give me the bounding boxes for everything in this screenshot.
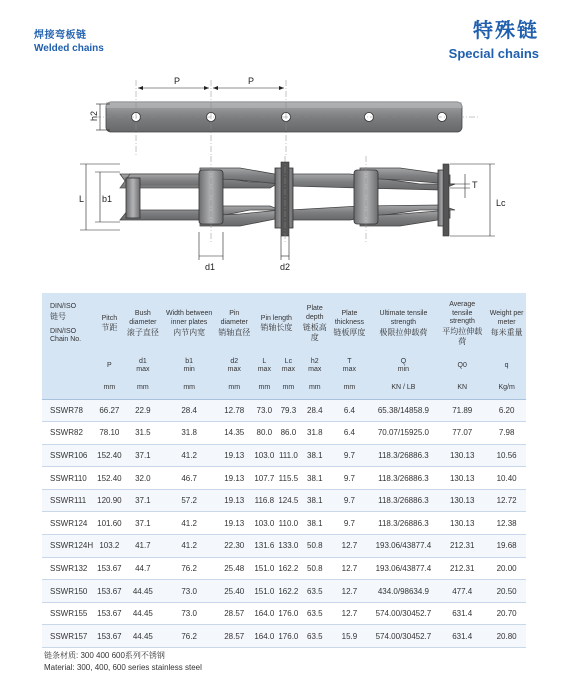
table-cell: 631.4 — [437, 602, 487, 625]
table-cell: 212.31 — [437, 535, 487, 558]
table-cell: 7.98 — [487, 422, 526, 445]
table-cell: 118.3/26886.3 — [370, 489, 438, 512]
table-cell: 28.4 — [162, 399, 216, 422]
table-cell: 63.5 — [300, 602, 329, 625]
chain-number-cell: SSWR82 — [42, 422, 95, 445]
unit-cell: mm — [95, 377, 123, 399]
table-cell: 78.10 — [95, 422, 123, 445]
table-cell: 31.8 — [162, 422, 216, 445]
inner-width-label: b1 — [102, 194, 113, 204]
category-title — [449, 14, 539, 61]
chain-number-cell: SSWR110 — [42, 467, 95, 490]
symbol-cell-empty — [42, 355, 95, 377]
symbol-cell: P — [95, 355, 123, 377]
unit-cell: mm — [252, 377, 276, 399]
table-cell: 22.9 — [124, 399, 163, 422]
table-cell: 6.4 — [329, 422, 369, 445]
table-cell: 38.1 — [300, 489, 329, 512]
table-cell: 193.06/43877.4 — [370, 557, 438, 580]
section-title-left — [34, 26, 104, 54]
table-cell: 164.0 — [252, 625, 276, 648]
unit-cell: mm — [300, 377, 329, 399]
table-cell: 20.70 — [487, 602, 526, 625]
symbol-cell: Q0 — [437, 355, 487, 377]
pin-diameter-label: d2 — [280, 262, 291, 272]
category-title-cn: 特殊链 — [473, 18, 539, 42]
unit-cell: KN / LB — [370, 377, 438, 399]
table-cell: 153.67 — [95, 580, 123, 603]
table-cell: 164.0 — [252, 602, 276, 625]
table-cell: 130.13 — [437, 489, 487, 512]
chain-number-cell: SSWR150 — [42, 580, 95, 603]
table-cell: 37.1 — [124, 489, 163, 512]
table-cell: 28.4 — [300, 399, 329, 422]
table-cell: 176.0 — [276, 625, 300, 648]
table-cell: 116.8 — [252, 489, 276, 512]
col-header-plate-depth: Plate depth 链板高度 — [300, 293, 329, 355]
table-cell: 193.06/43877.4 — [370, 535, 438, 558]
table-row — [42, 535, 526, 558]
col-header-weight: Weight per meter 每米重量 — [487, 293, 526, 355]
unit-cell: mm — [276, 377, 300, 399]
table-cell: 12.72 — [487, 489, 526, 512]
pitch-label: P — [248, 76, 255, 86]
table-cell: 176.0 — [276, 602, 300, 625]
table-cell: 162.2 — [276, 580, 300, 603]
table-cell: 118.3/26886.3 — [370, 444, 438, 467]
unit-cell: mm — [124, 377, 163, 399]
col-header-plate-thickness: Plate thickness 链板厚度 — [329, 293, 369, 355]
table-cell: 153.67 — [95, 602, 123, 625]
table-cell: 6.4 — [329, 399, 369, 422]
table-cell: 73.0 — [162, 580, 216, 603]
symbol-cell: L max — [252, 355, 276, 377]
chain-diagram — [0, 60, 585, 285]
table-cell: 80.0 — [252, 422, 276, 445]
table-cell: 25.40 — [216, 580, 252, 603]
table-cell: 477.4 — [437, 580, 487, 603]
table-cell: 153.67 — [95, 557, 123, 580]
unit-cell: KN — [437, 377, 487, 399]
table-cell: 41.2 — [162, 512, 216, 535]
unit-cell-empty — [42, 377, 95, 399]
table-row — [42, 557, 526, 580]
side-view — [79, 156, 506, 272]
chain-number-cell: SSWR124H — [42, 535, 95, 558]
table-row — [42, 602, 526, 625]
table-cell: 20.00 — [487, 557, 526, 580]
table-cell: 153.67 — [95, 625, 123, 648]
table-cell: 212.31 — [437, 557, 487, 580]
col-header-inner-width: Width between inner plates 内节内宽 — [162, 293, 216, 355]
symbol-cell: b1 min — [162, 355, 216, 377]
table-cell: 41.2 — [162, 444, 216, 467]
table-cell: 38.1 — [300, 467, 329, 490]
chain-number-cell: SSWR155 — [42, 602, 95, 625]
table-cell: 66.27 — [95, 399, 123, 422]
symbol-cell: q — [487, 355, 526, 377]
table-cell: 46.7 — [162, 467, 216, 490]
table-row — [42, 489, 526, 512]
table-cell: 6.20 — [487, 399, 526, 422]
symbol-cell: T max — [329, 355, 369, 377]
plate-depth-label: h2 — [89, 110, 99, 121]
symbol-row — [42, 355, 526, 377]
table-cell: 65.38/14858.9 — [370, 399, 438, 422]
table-cell: 110.0 — [276, 512, 300, 535]
table-cell: 118.3/26886.3 — [370, 467, 438, 490]
table-cell: 15.9 — [329, 625, 369, 648]
unit-cell: mm — [329, 377, 369, 399]
bush-diameter-label: d1 — [205, 262, 216, 272]
unit-cell: mm — [162, 377, 216, 399]
category-title-en: Special chains — [448, 46, 539, 61]
symbol-cell: Q min — [370, 355, 438, 377]
table-cell: 12.7 — [329, 602, 369, 625]
table-cell: 20.50 — [487, 580, 526, 603]
table-cell: 107.7 — [252, 467, 276, 490]
table-row — [42, 467, 526, 490]
table-row — [42, 625, 526, 648]
table-cell: 44.45 — [124, 602, 163, 625]
chain-number-cell: SSWR132 — [42, 557, 95, 580]
table-cell: 63.5 — [300, 625, 329, 648]
table-cell: 25.48 — [216, 557, 252, 580]
symbol-cell: d1 max — [124, 355, 163, 377]
table-cell: 57.2 — [162, 489, 216, 512]
table-cell: 71.89 — [437, 399, 487, 422]
table-cell: 19.13 — [216, 444, 252, 467]
table-cell: 41.7 — [124, 535, 163, 558]
table-cell: 44.45 — [124, 625, 163, 648]
top-view — [89, 76, 480, 155]
unit-row — [42, 377, 526, 399]
table-cell: 70.07/15925.0 — [370, 422, 438, 445]
table-cell: 115.5 — [276, 467, 300, 490]
material-note-en: Material: 300, 400, 600 series stainless steel — [44, 663, 202, 672]
table-cell: 118.3/26886.3 — [370, 512, 438, 535]
table-cell: 38.1 — [300, 444, 329, 467]
table-cell: 130.13 — [437, 512, 487, 535]
table-cell: 73.0 — [252, 399, 276, 422]
table-cell: 31.8 — [300, 422, 329, 445]
table-cell: 152.40 — [95, 444, 123, 467]
table-cell: 37.1 — [124, 444, 163, 467]
table-cell: 19.13 — [216, 467, 252, 490]
material-note-cn: 链条材质: 300 400 600系列不锈钢 — [44, 651, 165, 660]
table-cell: 79.3 — [276, 399, 300, 422]
table-cell: 32.0 — [124, 467, 163, 490]
header-row — [42, 293, 526, 355]
col-header-chain-no: DIN/ISO 链号 DIN/ISO Chain No. — [42, 293, 95, 355]
pin-length-label: L — [79, 194, 85, 204]
table-cell: 50.8 — [300, 557, 329, 580]
table-cell: 77.07 — [437, 422, 487, 445]
pin-length-center-label: Lc — [496, 198, 506, 208]
table-cell: 103.2 — [95, 535, 123, 558]
table-cell: 19.13 — [216, 489, 252, 512]
table-cell: 434.0/98634.9 — [370, 580, 438, 603]
table-cell: 120.90 — [95, 489, 123, 512]
table-cell: 9.7 — [329, 489, 369, 512]
chain-number-cell: SSWR106 — [42, 444, 95, 467]
table-cell: 44.7 — [124, 557, 163, 580]
plate-thickness-label: T — [472, 180, 478, 190]
table-cell: 31.5 — [124, 422, 163, 445]
table-cell: 631.4 — [437, 625, 487, 648]
col-header-pitch: Pitch 节距 — [95, 293, 123, 355]
table-cell: 41.2 — [162, 535, 216, 558]
table-cell: 130.13 — [437, 467, 487, 490]
table-row — [42, 512, 526, 535]
table-cell: 162.2 — [276, 557, 300, 580]
col-header-bush-diameter: Bush diameter 滚子直径 — [124, 293, 163, 355]
table-cell: 10.56 — [487, 444, 526, 467]
chain-number-cell: SSWR78 — [42, 399, 95, 422]
table-cell: 12.38 — [487, 512, 526, 535]
chain-number-cell: SSWR124 — [42, 512, 95, 535]
unit-cell: mm — [216, 377, 252, 399]
table-cell: 130.13 — [437, 444, 487, 467]
table-row — [42, 580, 526, 603]
table-cell: 111.0 — [276, 444, 300, 467]
table-cell: 63.5 — [300, 580, 329, 603]
table-row — [42, 444, 526, 467]
table-cell: 50.8 — [300, 535, 329, 558]
table-cell: 574.00/30452.7 — [370, 602, 438, 625]
symbol-cell: d2 max — [216, 355, 252, 377]
table-cell: 20.80 — [487, 625, 526, 648]
pitch-label: P — [174, 76, 181, 86]
unit-cell: Kg/m — [487, 377, 526, 399]
col-header-average-strength: Average tensile strength 平均拉伸载荷 — [437, 293, 487, 355]
table-cell: 101.60 — [95, 512, 123, 535]
chain-number-cell: SSWR157 — [42, 625, 95, 648]
table-cell: 152.40 — [95, 467, 123, 490]
section-title-cn: 焊接弯板链 — [34, 30, 87, 41]
table-cell: 76.2 — [162, 625, 216, 648]
table-cell: 86.0 — [276, 422, 300, 445]
table-cell: 37.1 — [124, 512, 163, 535]
table-cell: 9.7 — [329, 444, 369, 467]
symbol-cell: Lc max — [276, 355, 300, 377]
table-row — [42, 399, 526, 422]
table-cell: 12.7 — [329, 580, 369, 603]
table-cell: 38.1 — [300, 512, 329, 535]
table-cell: 73.0 — [162, 602, 216, 625]
table-cell: 9.7 — [329, 467, 369, 490]
table-cell: 124.5 — [276, 489, 300, 512]
table-cell: 574.00/30452.7 — [370, 625, 438, 648]
table-cell: 19.13 — [216, 512, 252, 535]
table-cell: 131.6 — [252, 535, 276, 558]
table-cell: 103.0 — [252, 512, 276, 535]
col-header-ultimate-strength: Ultimate tensile strength 极限拉伸载荷 — [370, 293, 438, 355]
table-cell: 14.35 — [216, 422, 252, 445]
table-cell: 9.7 — [329, 512, 369, 535]
col-header-pin-length: Pin length 销轴长度 — [252, 293, 300, 355]
table-cell: 151.0 — [252, 557, 276, 580]
chain-number-cell: SSWR111 — [42, 489, 95, 512]
table-cell: 28.57 — [216, 602, 252, 625]
table-cell: 12.7 — [329, 557, 369, 580]
table-cell: 133.0 — [276, 535, 300, 558]
table-cell: 22.30 — [216, 535, 252, 558]
table-cell: 19.68 — [487, 535, 526, 558]
table-cell: 76.2 — [162, 557, 216, 580]
table-cell: 103.0 — [252, 444, 276, 467]
table-cell: 12.7 — [329, 535, 369, 558]
col-header-pin-diameter: Pin diameter 销轴直径 — [216, 293, 252, 355]
section-title-en: Welded chains — [34, 43, 104, 54]
spec-table — [42, 293, 526, 648]
table-row — [42, 422, 526, 445]
symbol-cell: h2 max — [300, 355, 329, 377]
table-cell: 151.0 — [252, 580, 276, 603]
table-cell: 44.45 — [124, 580, 163, 603]
table-cell: 12.78 — [216, 399, 252, 422]
table-cell: 10.40 — [487, 467, 526, 490]
table-cell: 28.57 — [216, 625, 252, 648]
